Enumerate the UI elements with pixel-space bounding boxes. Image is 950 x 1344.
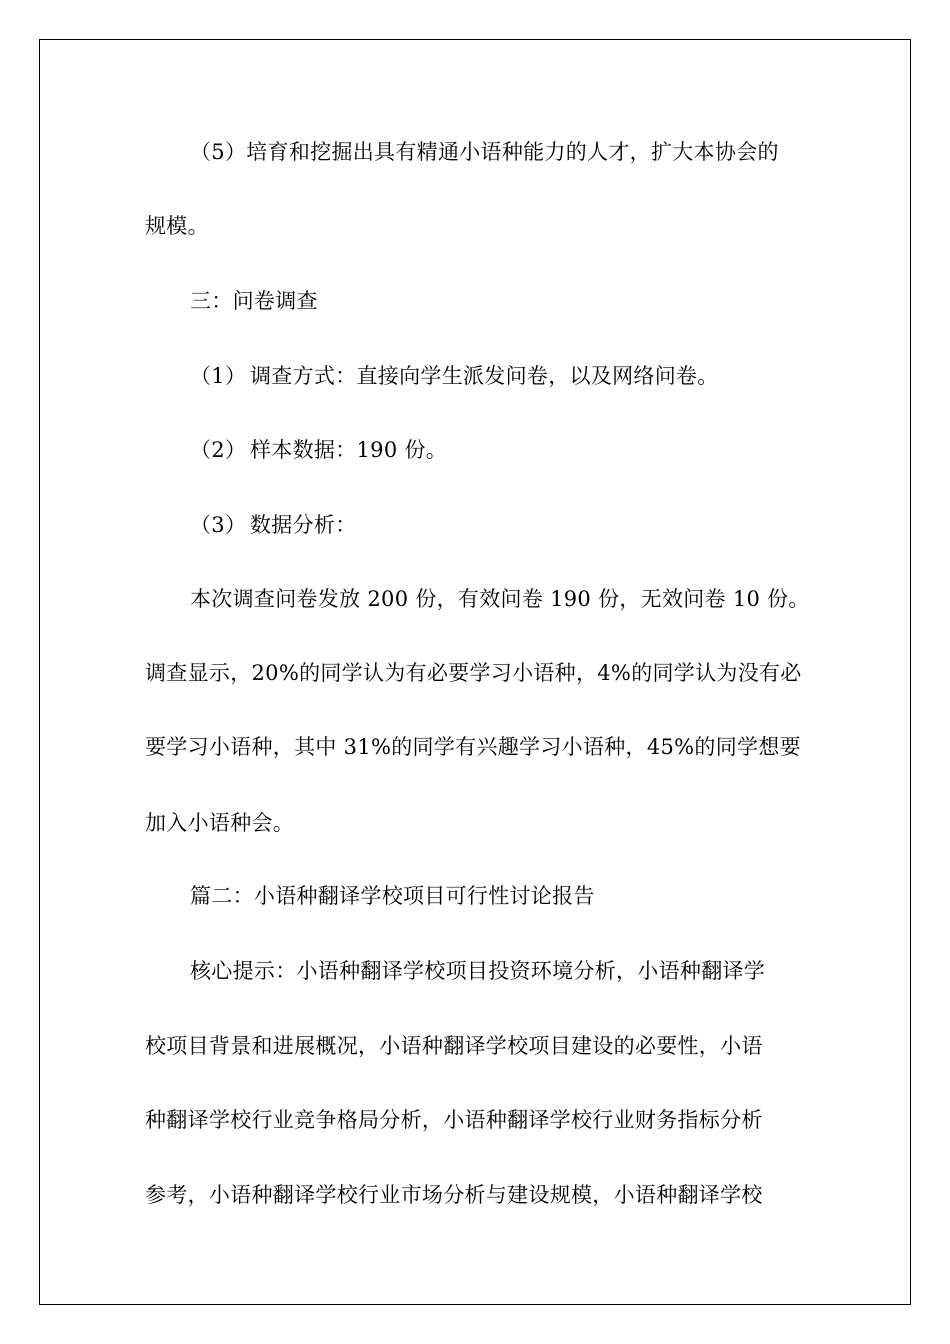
section-heading: 三：问卷调查 [190, 289, 318, 313]
paragraph-line: （5）培育和挖掘出具有精通小语种能力的人才，扩大本协会的 [190, 140, 779, 164]
paragraph-line: 核心提示：小语种翻译学校项目投资环境分析，小语种翻译学 [190, 959, 766, 983]
list-item-text: 数据分析： [250, 513, 357, 537]
paragraph-line: 要学习小语种，其中 31%的同学有兴趣学习小语种，45%的同学想要 [145, 735, 801, 759]
section-heading: 篇二：小语种翻译学校项目可行性讨论报告 [190, 884, 595, 908]
paragraph-line: 种翻译学校行业竞争格局分析，小语种翻译学校行业财务指标分析 [145, 1108, 763, 1132]
paragraph-line: 参考，小语种翻译学校行业市场分析与建设规模，小语种翻译学校 [145, 1183, 763, 1207]
paragraph-line: 调查显示，20%的同学认为有必要学习小语种，4%的同学认为没有必 [145, 661, 802, 685]
paragraph-line: 本次调查问卷发放 200 份，有效问卷 190 份，无效问卷 10 份。 [190, 587, 810, 611]
paragraph-line: 校项目背景和进展概况，小语种翻译学校项目建设的必要性，小语 [145, 1034, 763, 1058]
list-item-number: （3） [190, 513, 247, 537]
paragraph-line: 规模。 [145, 214, 209, 238]
list-item-text: 样本数据：190 份。 [250, 438, 448, 462]
list-item-text: 调查方式：直接向学生派发问卷，以及网络问卷。 [250, 364, 719, 388]
list-item [190, 512, 357, 538]
list-item-number: （1） [190, 364, 247, 388]
paragraph-line: 加入小语种会。 [145, 811, 295, 835]
list-item-number: （2） [190, 438, 247, 462]
list-item [190, 363, 719, 389]
list-item [190, 437, 447, 463]
